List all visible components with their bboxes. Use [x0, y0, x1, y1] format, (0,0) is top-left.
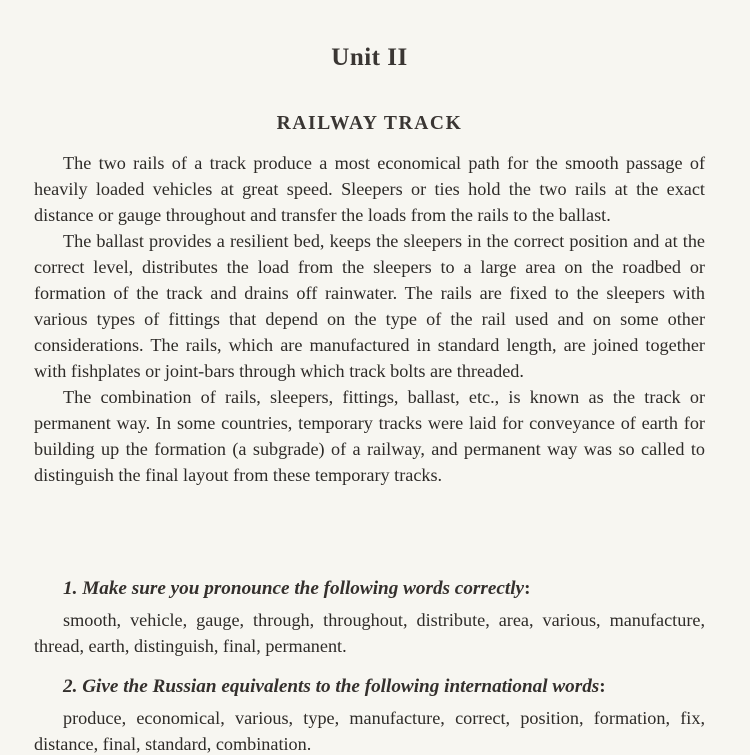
section-title: RAILWAY TRACK	[276, 113, 463, 134]
exercise-heading-colon: :	[599, 676, 606, 697]
paragraph: The ballast provides a resilient bed, keeps the sleepers in the correct position and at the correct level, distributes the load from the sleepers to a large area on the roadbed or formation of the track and drains off rainwater. The rails are fixed to the sleepers with various types of fittings that depend on the type of the rail used and on some other considerations. The rails, which are manufactured in standard length, are joined together with fishplates or joint-bars through which track bolts are threaded.	[34, 231, 705, 381]
unit-title: Unit II	[331, 44, 408, 71]
exercise-heading	[34, 576, 705, 603]
paragraph: The combination of rails, sleepers, fittings, ballast, etc., is known as the track or permanent way. In some countries, temporary tracks were laid for conveyance of earth for building up the formation (a subgrade) of a railway, and permanent way was so called to distinguish the final layout from these temporary tracks.	[34, 387, 705, 485]
body-text	[34, 150, 705, 488]
exercise-word-list: produce, economical, various, type, manufacture, correct, position, formation, fix, distance, final, standard, combination.	[34, 707, 705, 754]
exercise-word-list: smooth, vehicle, gauge, through, throughout, distribute, area, various, manufacture, thread, earth, distinguish, final, permanent.	[34, 609, 705, 656]
paragraph: The two rails of a track produce a most economical path for the smooth passage of heavily loaded vehicles at great speed. Sleepers or ties hold the two rails at the exact distance or gauge throughout and transfer the loads from the rails to the ballast.	[34, 153, 705, 225]
exercise-heading	[34, 674, 705, 701]
exercise-heading-text: 1. Make sure you pronounce the following words correctly	[63, 578, 525, 599]
exercise-heading-colon: :	[524, 578, 531, 599]
exercise-heading-text: 2. Give the Russian equivalents to the following international words	[63, 676, 600, 697]
exercise-2	[34, 674, 705, 755]
exercise-1	[34, 576, 705, 660]
